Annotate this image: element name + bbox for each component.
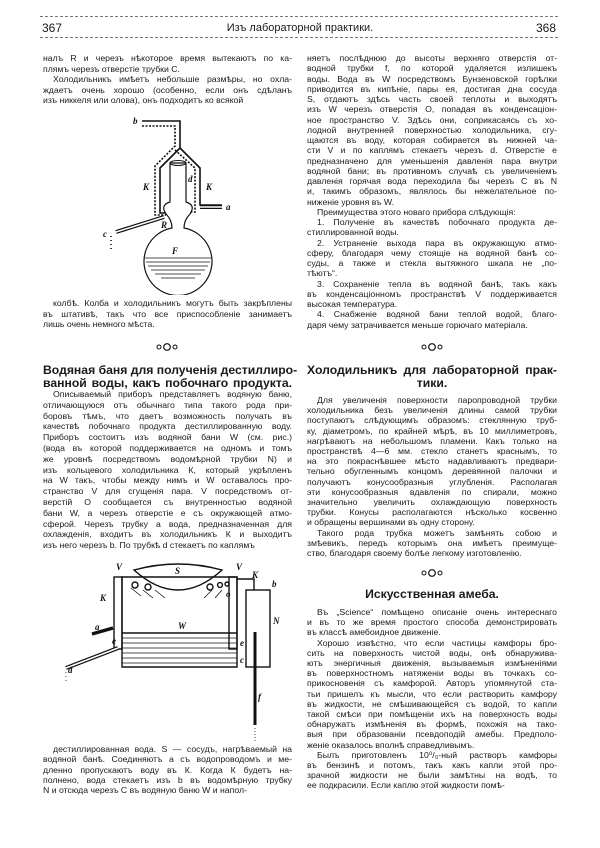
figure-label: b bbox=[272, 579, 277, 589]
text-line: лишь очень немного мѣста. bbox=[43, 319, 155, 330]
text-line: сти V и по каплямъ стекаетъ черезъ d. Отверстіе е bbox=[307, 145, 557, 156]
text-line: плямъ черезъ отверстіе трубки С. bbox=[43, 63, 180, 74]
paragraph bbox=[307, 217, 557, 238]
paragraph bbox=[43, 389, 292, 551]
text-line: ютъ энергичныя движенія, вызываемыя измѣненіями bbox=[307, 658, 557, 669]
figure-label: F bbox=[172, 246, 179, 256]
figure-label: K bbox=[206, 182, 213, 192]
text-block bbox=[307, 395, 557, 558]
text-line: (вода въ которой поддерживается на одномъ и томъ bbox=[43, 442, 292, 453]
text-line: боровъ тѣмъ, что даетъ возможность получать въ bbox=[43, 410, 292, 421]
figure-label: b bbox=[133, 116, 138, 126]
figure-label: K bbox=[143, 182, 150, 192]
text-line: водяной банѣ. Соединяютъ а съ водопроводомъ и ме- bbox=[43, 754, 292, 765]
heading-line: ванной воды, какъ побочнаго продукта. bbox=[43, 375, 292, 390]
text-line: изъ него черезъ b. По трубкѣ d стекаетъ по каплямъ bbox=[43, 540, 255, 551]
text-line: Для увеличенія поверхности паропроводной трубки bbox=[317, 395, 557, 405]
text-line: отличающуюся отъ обычнаго типа такого рода при- bbox=[43, 399, 292, 410]
text-line: дестиллированная вода. S — сосудъ, нагрѣваемый на bbox=[53, 744, 292, 754]
text-line: Такого рода трубка можетъ замѣнять собою и bbox=[317, 527, 557, 538]
text-line: въ жидкости, не смѣшивающейся съ водой, то капли bbox=[307, 698, 557, 709]
text-line: няетъ послѣднюю до высоты верхняго отверстія от- bbox=[307, 53, 557, 63]
figure-water-bath bbox=[55, 553, 295, 743]
text-line: приводится въ кипѣніе, пары ея, достигая дна сосуда bbox=[307, 83, 557, 94]
paragraph bbox=[307, 638, 557, 750]
text-line: 3. Сохраненіе тепла въ водяной банѣ, такъ какъ bbox=[317, 278, 557, 289]
text-line: странство V для сгущенія пара. V посредствомъ от- bbox=[43, 486, 292, 497]
text-line: Преимущества этого новаго прибора слѣдующія: bbox=[317, 206, 516, 217]
header-top-rule bbox=[40, 16, 558, 17]
figure-label: c bbox=[240, 655, 244, 665]
text-line: бани W, а черезъ отверстіе е съ окружающей атмо- bbox=[43, 507, 292, 518]
figure-label: e bbox=[112, 636, 116, 646]
text-line: значительно увеличить охлаждающую поверхность bbox=[307, 497, 557, 508]
text-line: водяной бани; въ противномъ случаѣ съ увеличеніемъ bbox=[307, 165, 557, 176]
text-line: такой смѣси при помѣщеніи ихъ на поверхность воды bbox=[307, 709, 557, 720]
text-line: 2. Устраненіе выхода пара въ окружающую атмо- bbox=[317, 237, 557, 248]
text-line: зрачной жидкости не были замѣтны на водѣ, то bbox=[307, 770, 557, 781]
paragraph bbox=[307, 750, 557, 791]
text-line: Описываемый приборъ представляетъ водяную баню, bbox=[53, 389, 292, 399]
heading-line: Холодильникъ для лабораторной прак- bbox=[307, 363, 557, 377]
text-line: обнаружатъ измѣненія въ формѣ, похожія на тако- bbox=[307, 719, 557, 730]
text-line: сферой. Черезъ трубку а вода, предназначенная для bbox=[43, 518, 292, 529]
text-line: давленія горячая вода переходила бы черезъ С въ N bbox=[307, 176, 557, 186]
article-heading-artificial-amoeba bbox=[307, 588, 557, 601]
page-number-right: 368 bbox=[535, 21, 556, 35]
text-line: тельно обугленнымъ концомъ деревянной палочки и bbox=[307, 466, 557, 477]
text-line: и обращены вершинами въ одну сторону. bbox=[307, 517, 475, 528]
heading-line: Водяная баня для полученія дестиллиро- bbox=[43, 363, 298, 377]
page-number-left: 367 bbox=[42, 21, 63, 35]
figure-label: f bbox=[258, 692, 261, 702]
text-line: налъ R и черезъ нѣкоторое время вытекаютъ по ка- bbox=[43, 53, 292, 63]
paragraph bbox=[307, 395, 557, 528]
paragraph bbox=[307, 279, 557, 310]
text-line: въ поверхностномъ натяженіи воды въ точкахъ со- bbox=[307, 668, 557, 679]
text-line: сить на поверхность чистой воды, онѣ обнаружива- bbox=[307, 647, 557, 658]
figure-label: W bbox=[178, 621, 187, 631]
heading-line: Искусственная амеба. bbox=[365, 587, 499, 601]
text-line: въ бензинѣ и потомъ, такъ какъ капли этой про- bbox=[307, 760, 557, 771]
text-block bbox=[43, 744, 292, 795]
paragraph bbox=[307, 207, 557, 217]
text-line: змѣевикъ, передъ которымъ она имѣетъ преимуще- bbox=[307, 537, 557, 548]
text-line: ство, благодаря своему болѣе легкому изготовленію. bbox=[307, 548, 522, 559]
text-line: на W такъ, чтобы между нимъ и W оставалось про- bbox=[43, 475, 292, 486]
text-line: въ классѣ амебоидное движеніе. bbox=[307, 627, 441, 638]
figure-label: e bbox=[240, 638, 244, 648]
text-block bbox=[43, 298, 292, 330]
text-line: дленно пропускаютъ воду въ К. Когда К будетъ на- bbox=[43, 764, 292, 775]
text-line: и въ то же время простого способа демонстрировать bbox=[307, 617, 557, 628]
paragraph bbox=[307, 53, 557, 207]
paragraph bbox=[307, 309, 557, 330]
text-line: ное пространство V. Здѣсь они, соприкасаясь съ хо- bbox=[307, 114, 557, 125]
text-line: женіе оказалось вполнѣ справедливымъ. bbox=[307, 739, 475, 750]
text-line: щаются въ воду, которая собирается въ нижней ча- bbox=[307, 135, 557, 145]
figure-label: K bbox=[252, 570, 259, 580]
text-line: эти конусообразныя вдавленія по спирали, можно bbox=[307, 486, 557, 497]
text-line: даря чему затрачивается меньше горючаго матеріала. bbox=[307, 319, 528, 330]
section-ornament bbox=[412, 568, 452, 578]
text-block bbox=[43, 389, 292, 551]
paragraph bbox=[43, 74, 292, 106]
text-line: ждаетъ очень хорошо (особенно, если онъ сдѣланъ bbox=[43, 84, 292, 95]
text-line: водной трубки f, по которой удаляется излишекъ bbox=[307, 63, 557, 74]
text-line: выя при образованіи псевдоподій амебы. Предполо- bbox=[307, 729, 557, 740]
heading-line: тики. bbox=[416, 375, 448, 390]
figure-label: S bbox=[175, 566, 181, 576]
text-line: N и отсюда черезъ С въ водяную баню W и напол- bbox=[43, 785, 247, 796]
text-line: воды. Вода въ W посредствомъ Бунзеновской горѣлки bbox=[307, 73, 557, 84]
paragraph bbox=[307, 238, 557, 279]
text-line: же уровнѣ посредствомъ водомѣрной трубки N) и bbox=[43, 453, 292, 464]
text-block bbox=[43, 53, 292, 106]
figure-label: N bbox=[273, 616, 280, 626]
text-line: поступаютъ слѣдующимъ образомъ: стеклянную труб- bbox=[307, 415, 557, 426]
running-title: Изъ лабораторной практики. bbox=[226, 22, 374, 34]
text-line: нагрѣваютъ на небольшомъ пламени. Какъ только на bbox=[307, 435, 557, 446]
section-ornament bbox=[147, 342, 187, 352]
text-line: на это покраснѣвшее мѣсто надавливаютъ предвари- bbox=[307, 456, 557, 467]
figure-condenser-flask bbox=[90, 110, 250, 295]
text-line: S, отдаютъ здѣсь часть своей теплоты и выходятъ bbox=[307, 94, 557, 104]
figure-label: a bbox=[226, 202, 231, 212]
text-line: холодильника безъ увеличенія длины самой трубки bbox=[307, 405, 557, 416]
text-line: изъ кольцевого холодильника К, который укрѣпленъ bbox=[43, 464, 292, 475]
text-line: 1. Полученіе въ качествѣ побочнаго продукта де- bbox=[317, 217, 557, 227]
figure-label: o bbox=[226, 589, 231, 599]
text-line: 4. Снабженіе водяной бани теплой водой, благо- bbox=[317, 309, 557, 320]
text-line: Приборъ состоитъ изъ водяной бани W (см. рис.) bbox=[43, 432, 292, 443]
text-line: изъ никкеля или олова), онъ подходитъ ко всякой bbox=[43, 95, 244, 106]
text-line: сферу, благодаря чему стоящіе на водяной банѣ со- bbox=[307, 247, 557, 258]
paragraph bbox=[43, 298, 292, 330]
text-line: Былъ приготовленъ 10⁰/₀-ный растворъ камфоры bbox=[317, 749, 557, 760]
text-line: ку, діаметромъ, по крайней мѣрѣ, въ 10 миллиметровъ, bbox=[307, 425, 557, 436]
text-line: Холодильникъ имѣетъ небольшіе размѣры, но охла- bbox=[53, 74, 292, 85]
figure-label: R bbox=[161, 220, 168, 230]
paragraph bbox=[307, 607, 557, 638]
article-heading-condenser bbox=[307, 364, 557, 389]
text-line: трубки. Конусы располагаются нѣсколько косвенно bbox=[307, 507, 557, 518]
text-line: изъ W черезъ отверстія О, попадая въ конденсаціон- bbox=[307, 104, 557, 115]
header-bottom-rule bbox=[40, 37, 558, 38]
text-line: охлажденія, входитъ въ холодильникъ К и выходитъ bbox=[43, 529, 292, 540]
paragraph bbox=[43, 53, 292, 74]
text-line: получаютъ конусообразныя углубленія. Располагая bbox=[307, 476, 557, 487]
text-line: колбѣ. Колба и холодильникъ могутъ быть закрѣплены bbox=[53, 298, 292, 308]
text-block bbox=[307, 53, 557, 330]
text-line: суды, а также и стекла вытяжного шкапа не „по- bbox=[307, 258, 557, 268]
figure-label: a bbox=[95, 622, 100, 632]
paragraph bbox=[307, 528, 557, 559]
text-line: качествѣ побочнаго продукта дестиллированную воду. bbox=[43, 421, 292, 432]
figure-label: K bbox=[100, 593, 107, 603]
paragraph bbox=[43, 744, 292, 795]
text-line: ее подкрасили. Если каплю этой жидкости помѣ- bbox=[307, 780, 505, 791]
figure-label: d bbox=[188, 174, 193, 184]
text-line: верстій О сообщается съ внутренностью водяной bbox=[43, 496, 292, 507]
text-line: тѣютъ“. bbox=[307, 268, 338, 279]
text-line: лодной внутренней поверхностью холодильника, сгу- bbox=[307, 124, 557, 135]
figure-label: d bbox=[68, 665, 73, 675]
text-line: въ конденсаціонномъ пространствѣ V поддерживается bbox=[307, 288, 557, 299]
text-line: въ штативѣ, такъ что все приспособленіе занимаетъ bbox=[43, 308, 292, 319]
section-ornament bbox=[412, 342, 452, 352]
text-block bbox=[307, 607, 557, 791]
text-line: Хорошо извѣстно, что если частицы камфоры бро- bbox=[317, 637, 557, 648]
figure-label: V bbox=[116, 562, 123, 572]
text-line: стиллированной воды. bbox=[307, 227, 399, 238]
text-line: прикосновенія съ камфорой. Авторъ упомянутой ста- bbox=[307, 678, 557, 689]
figure-label: V bbox=[236, 562, 243, 572]
text-line: предназначено для уменьшенія давленія пара внутри bbox=[307, 155, 557, 166]
text-line: полнено, вода стекаетъ изъ b въ водомѣрную трубку bbox=[43, 774, 292, 785]
text-line: тьи пришелъ къ мысли, что если растворить камфору bbox=[307, 688, 557, 699]
figure-label: c bbox=[103, 229, 107, 239]
text-line: высокая температура. bbox=[307, 299, 398, 309]
article-heading-water-bath bbox=[43, 363, 298, 390]
text-line: Въ „Science“ помѣщено описаніе очень интереснаго bbox=[317, 607, 557, 617]
text-line: пространствѣ 4—6 мм. стекло станетъ краснымъ, то bbox=[307, 446, 557, 457]
text-line: ниженіе уровня въ W. bbox=[307, 196, 395, 207]
text-line: и, такимъ образомъ, являлось бы нежелательное по- bbox=[307, 186, 557, 197]
